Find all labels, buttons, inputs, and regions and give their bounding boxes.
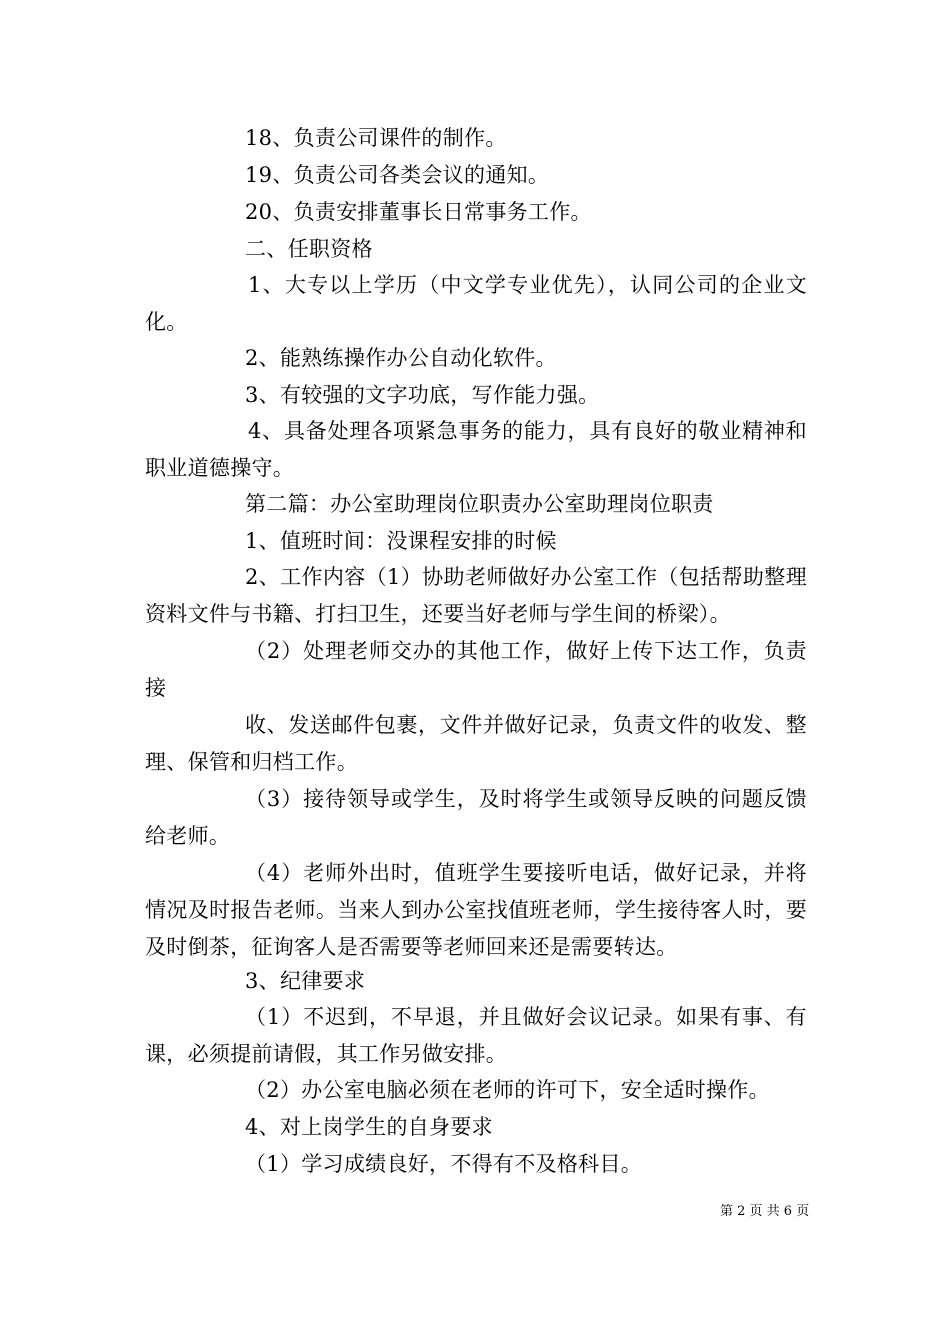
paragraph: （4）老师外出时，值班学生要接听电话，做好记录，并将情况及时报告老师。当来人到办公室找值班老师，学生接待客人时，要及时倒茶，征询客人是否需要等老师回来还是需要转达。 (145, 861, 807, 959)
paragraph: 3、有较强的文字功底，写作能力强。 (245, 383, 600, 407)
paragraph: （1）不迟到，不早退，并且做好会议记录。如果有事、有课，必须提前请假，其工作另做安排。 (145, 1005, 807, 1066)
paragraph: 4、具备处理各项紧急事务的能力，具有良好的敬业精神和职业道德操守。 (145, 419, 807, 480)
paragraph: 收、发送邮件包裹，文件并做好记录，负责文件的收发、整理、保管和归档工作。 (145, 713, 807, 774)
section-heading: 4、对上岗学生的自身要求 (245, 1115, 493, 1139)
page-number-footer: 第 2 页 共 6 页 (720, 1204, 810, 1219)
paragraph: （1）学习成绩良好，不得有不及格科目。 (245, 1152, 643, 1176)
paragraph: 1、大专以上学历（中文学专业优先），认同公司的企业文化。 (145, 273, 807, 334)
section-heading: 二、任职资格 (245, 237, 373, 261)
paragraph: 20、负责安排董事长日常事务工作。 (245, 200, 592, 224)
paragraph: （2）处理老师交办的其他工作，做好上传下达工作，负责接 (145, 639, 807, 700)
paragraph: 1、值班时间：没课程安排的时候 (245, 529, 557, 553)
paragraph: 19、负责公司各类会议的通知。 (245, 163, 550, 187)
chapter-heading: 第二篇：办公室助理岗位职责办公室助理岗位职责 (245, 492, 714, 516)
section-heading: 3、纪律要求 (245, 969, 366, 993)
paragraph: 2、能熟练操作办公自动化软件。 (245, 346, 557, 370)
paragraph: 2、工作内容（1）协助老师做好办公室工作（包括帮助整理资料文件与书籍、打扫卫生，还要当好老师与学生间的桥梁）。 (145, 565, 807, 626)
paragraph: （2）办公室电脑必须在老师的许可下，安全适时操作。 (245, 1078, 770, 1102)
paragraph: （3）接待领导或学生，及时将学生或领导反映的问题反馈给老师。 (145, 787, 807, 848)
paragraph: 18、负责公司课件的制作。 (245, 126, 507, 150)
